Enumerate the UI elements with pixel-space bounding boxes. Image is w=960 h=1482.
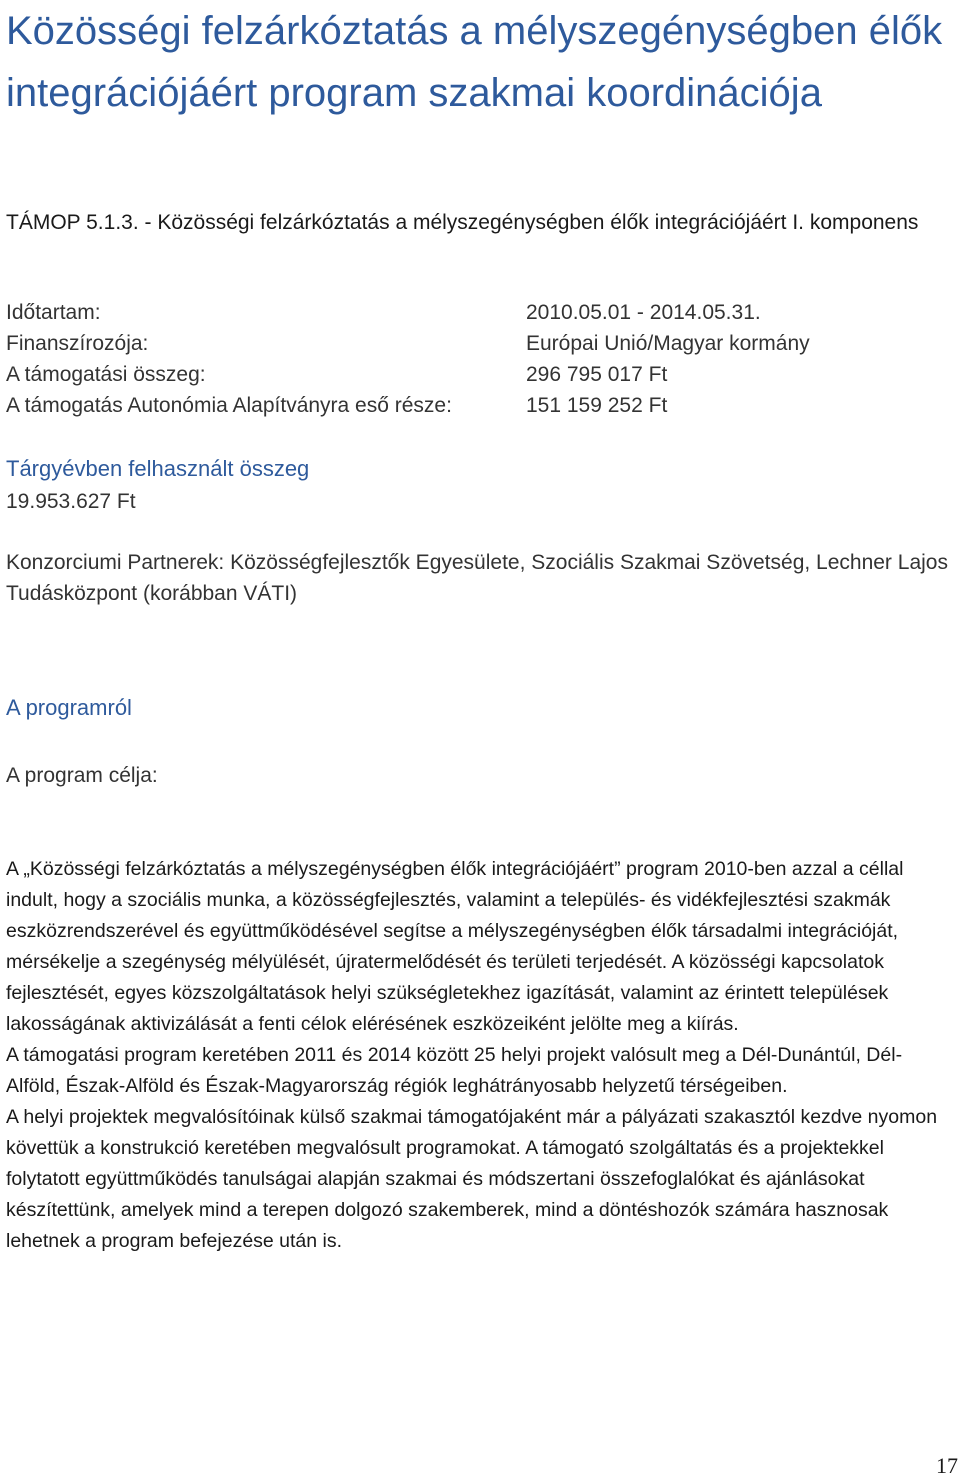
- info-label: A támogatás Autonómia Alapítványra eső része:: [6, 394, 452, 417]
- info-label: Időtartam:: [6, 301, 101, 324]
- paragraph: A „Közösségi felzárkóztatás a mélyszegénységben élők integrációjáért” program 2010-ben azzal a céllal indult, hogy a szociális munka, a közösségfejlesztés, valamint a település- és vidékfejlesztési szakmák eszközrendszerével és együttműködésével segítse a mélyszegénységben élők társadalmi integrációját, mérsékelje a szegénység mélyülését, újratermelődését és területi terjedését. A közösségi kapcsolatok fejlesztését, egyes közszolgáltatások helyi szükségletekhez igazítását, valamint az érintett települések lakosságának aktivizálását a fenti célok elérésének eszközeiként jelölte meg a kiírás.: [6, 858, 904, 1035]
- info-value: Európai Unió/Magyar kormány: [526, 332, 810, 355]
- info-row-funder: [6, 328, 946, 359]
- info-row-foundation-share: [6, 390, 946, 421]
- project-code: TÁMOP 5.1.3. - Közösségi felzárkóztatás a mélyszegénységben élők integrációjáért I. komponens: [6, 211, 919, 234]
- page-title: Közösségi felzárkóztatás a mélyszegénységben élők integrációjáért program szakmai koordinációja: [6, 9, 943, 115]
- project-info-table: [6, 297, 946, 421]
- info-label: A támogatási összeg:: [6, 363, 206, 386]
- spent-heading: Tárgyévben felhasznált összeg: [6, 456, 310, 481]
- goal-label: A program célja:: [6, 764, 158, 787]
- spent-value: 19.953.627 Ft: [6, 490, 136, 513]
- paragraph: A támogatási program keretében 2011 és 2014 között 25 helyi projekt valósult meg a Dél-Dunántúl, Dél-Alföld, Észak-Alföld és Észak-Magyarország régiók leghátrányosabb helyzetű térségeiben.: [6, 1044, 903, 1097]
- info-value: 151 159 252 Ft: [526, 394, 668, 417]
- info-value: 2010.05.01 - 2014.05.31.: [526, 301, 761, 324]
- info-row-duration: [6, 297, 946, 328]
- partners-text: Konzorciumi Partnerek: Közösségfejlesztők Egyesülete, Szociális Szakmai Szövetség, Lechner Lajos Tudásközpont (korábban VÁTI): [6, 551, 948, 605]
- info-row-grant-amount: [6, 359, 946, 390]
- paragraph: A helyi projektek megvalósítóinak külső szakmai támogatójaként már a pályázati szakasztól kezdve nyomon követtük a konstrukció keretében megvalósult programokat. A támogató szolgáltatás és a projektekkel folytatott együttműködés tanulságai alapján szakmai és módszertani összefoglalókat és ajánlásokat készítettünk, amelyek mind a terepen dolgozó szakemberek, mind a döntéshozók számára hasznosak lehetnek a program befejezése után is.: [6, 1106, 938, 1252]
- info-label: Finanszírozója:: [6, 332, 149, 355]
- program-description: [6, 854, 956, 1257]
- page-number: 17: [936, 1453, 958, 1478]
- section-heading: A programról: [6, 695, 132, 720]
- info-value: 296 795 017 Ft: [526, 363, 668, 386]
